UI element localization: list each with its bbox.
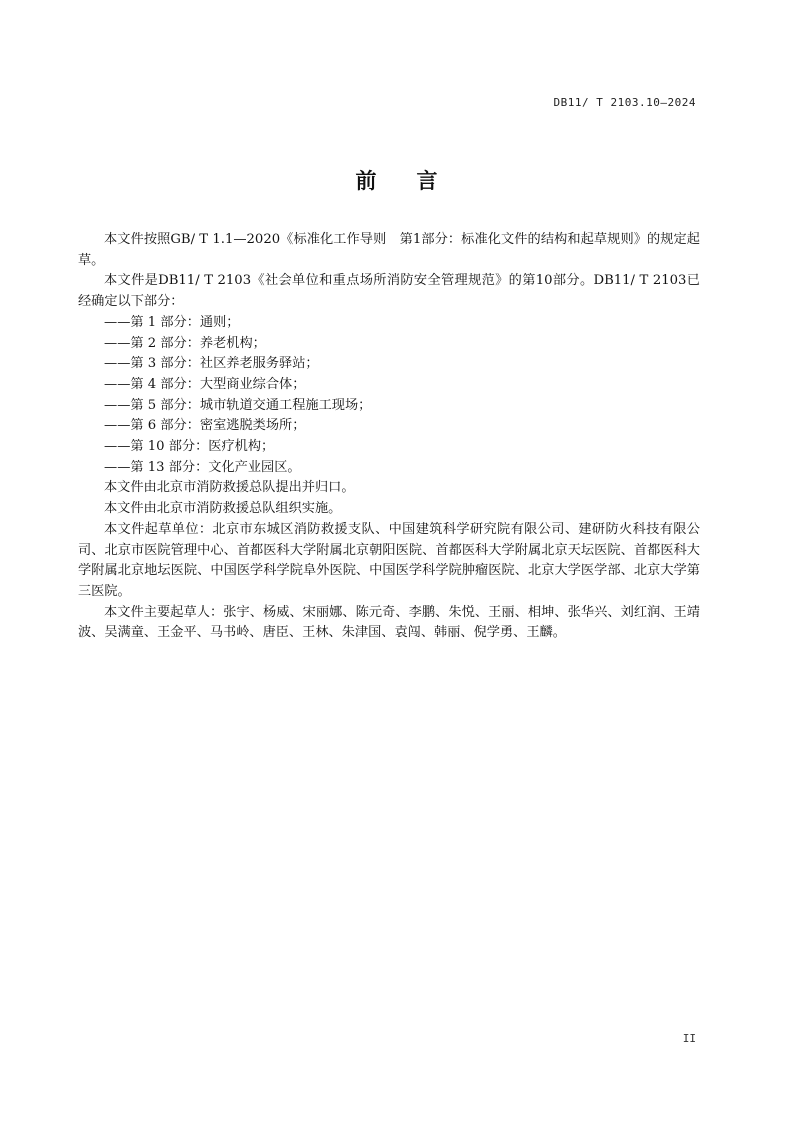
list-item: ——第 4 部分：大型商业综合体； [104, 376, 306, 392]
document-code: DB11/ T 2103.10—2024 [553, 96, 696, 109]
list-item: ——第 5 部分：城市轨道交通工程施工现场； [104, 397, 372, 413]
list-item: ——第 13 部分：文化产业园区。 [104, 459, 301, 475]
list-item: ——第 1 部分：通则； [104, 314, 240, 330]
paragraph-drafting-units: 本文件起草单位：北京市东城区消防救援支队、中国建筑科学研究院有限公司、建研防火科技有限公司、北京市医院管理中心、首都医科大学附属北京朝阳医院、首都医科大学附属北京天坛医院、首都医科大学附属北京地坛医院、中国医学科学院阜外医院、中国医学科学院肿瘤医院、北京大学医学部、北京大学第三医院。 [78, 521, 700, 599]
paragraph-series-intro: 本文件是DB11/ T 2103《社会单位和重点场所消防安全管理规范》的第10部分。DB11/ T 2103已经确定以下部分： [78, 273, 700, 310]
page-number: II [682, 1032, 696, 1045]
paragraph-proposer: 本文件由北京市消防救援总队提出并归口。 [104, 480, 355, 496]
paragraph-drafters: 本文件主要起草人：张宇、杨威、宋丽娜、陈元奇、李鹏、朱悦、王丽、相坤、张华兴、刘红润、王靖波、吴满童、王金平、马书岭、唐臣、王林、朱津国、袁闯、韩丽、倪学勇、王麟。 [78, 604, 700, 641]
document-body [78, 230, 700, 644]
list-item: ——第 3 部分：社区养老服务驿站； [104, 356, 319, 372]
parts-list [78, 313, 700, 479]
page-title: 前言 [355, 169, 478, 193]
paragraph-implementer: 本文件由北京市消防救援总队组织实施。 [104, 501, 342, 517]
list-item: ——第 10 部分：医疗机构； [104, 439, 275, 455]
list-item: ——第 2 部分：养老机构； [104, 335, 266, 351]
list-item: ——第 6 部分：密室逃脱类场所； [104, 418, 306, 434]
paragraph-drafting-rules: 本文件按照GB/ T 1.1—2020《标准化工作导则 第1部分：标准化文件的结构和起草规则》的规定起草。 [78, 232, 700, 268]
